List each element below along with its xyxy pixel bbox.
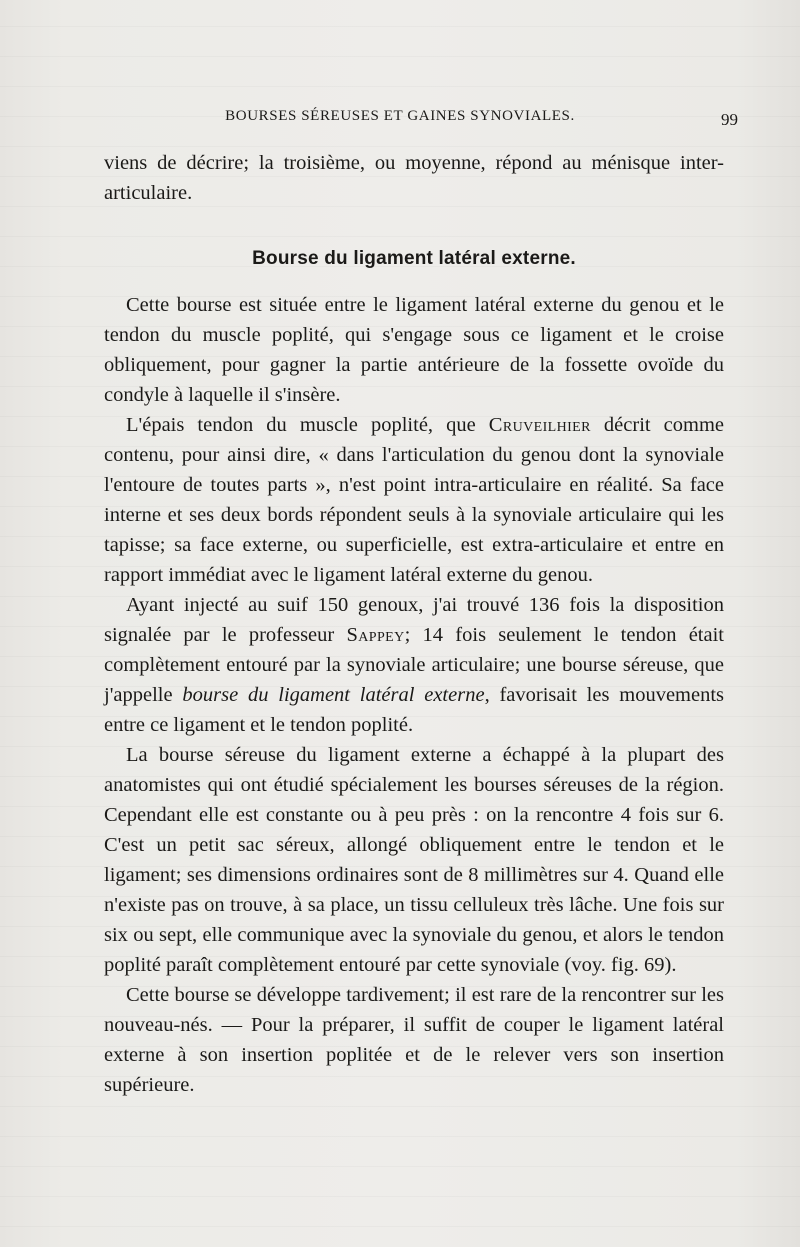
section-heading: Bourse du ligament latéral externe.: [252, 248, 576, 269]
paragraph-4: La bourse séreuse du ligament externe a échappé à la plupart des anatomistes qui ont étudié spécialement les bourses séreuses de la région. Cependant elle est constante ou à peu près : on la rencontre 4 fois sur 6. C'est un petit sac séreux, allongé obliquement entre le tendon et le ligament; ses dimensions ordinaires sont de 8 millimètres sur 4. Quand elle n'existe pas on trouve, à sa place, un tissu celluleux très lâche. Une fois sur six ou sept, elle communique avec la synoviale du genou, et alors le tendon poplité paraît complètement entouré par cette synoviale (voy. fig. 69).: [104, 744, 724, 976]
page-number: 99: [721, 110, 738, 129]
paragraph-continuation: viens de décrire; la troisième, ou moyenne, répond au ménisque inter-articulaire.: [104, 152, 724, 204]
paragraph-3: [104, 590, 724, 740]
paragraph-2-text-b: décrit comme contenu, pour ainsi dire, « dans l'articulation du genou dont la synoviale l'entoure de toutes parts », n'est point intra-articulaire en réalité. Sa face interne et ses deux bords répondent seuls à la synoviale articulaire qui les tapisse; sa face externe, ou superficielle, est extra-articulaire et entre en rapport immédiat avec le ligament latéral externe du genou.: [104, 414, 724, 586]
paragraph-3-text-c: , favorisait les mouvements entre ce ligament et le tendon poplité.: [104, 684, 725, 736]
paragraph-1: Cette bourse est située entre le ligament latéral externe du genou et le tendon du muscle poplité, qui s'engage sous ce ligament et le croise obliquement, pour gagner la partie antérieure de la fossette ovoïde du condyle à laquelle il s'insère.: [104, 294, 724, 406]
paragraph-2: [104, 410, 724, 590]
running-head-title: BOURSES SÉREUSES ET GAINES SYNOVIALES.: [225, 108, 575, 124]
paragraph-3-text-b: ; 14 fois seulement le tendon était complètement entouré par la synoviale articulaire; une bourse séreuse, que j'appelle: [104, 624, 724, 706]
term-italic: bourse du ligament latéral externe: [182, 684, 485, 706]
body-text: [104, 148, 724, 1100]
running-head: [60, 108, 740, 132]
paragraph-5: Cette bourse se développe tardivement; il est rare de la rencontrer sur les nouveau-nés. — Pour la préparer, il suffit de couper le ligament latéral externe à son insertion poplitée et de le relever vers son insertion supérieure.: [104, 984, 724, 1096]
paragraph-2-text-a: L'épais tendon du muscle poplité, que: [126, 414, 489, 436]
author-name-cruveilhier: Cruveilhier: [488, 414, 591, 436]
author-name-sappey: Sappey: [346, 624, 405, 646]
paragraph-3-text-a: Ayant injecté au suif 150 genoux, j'ai trouvé 136 fois la disposition signalée par le professeur: [104, 594, 724, 646]
